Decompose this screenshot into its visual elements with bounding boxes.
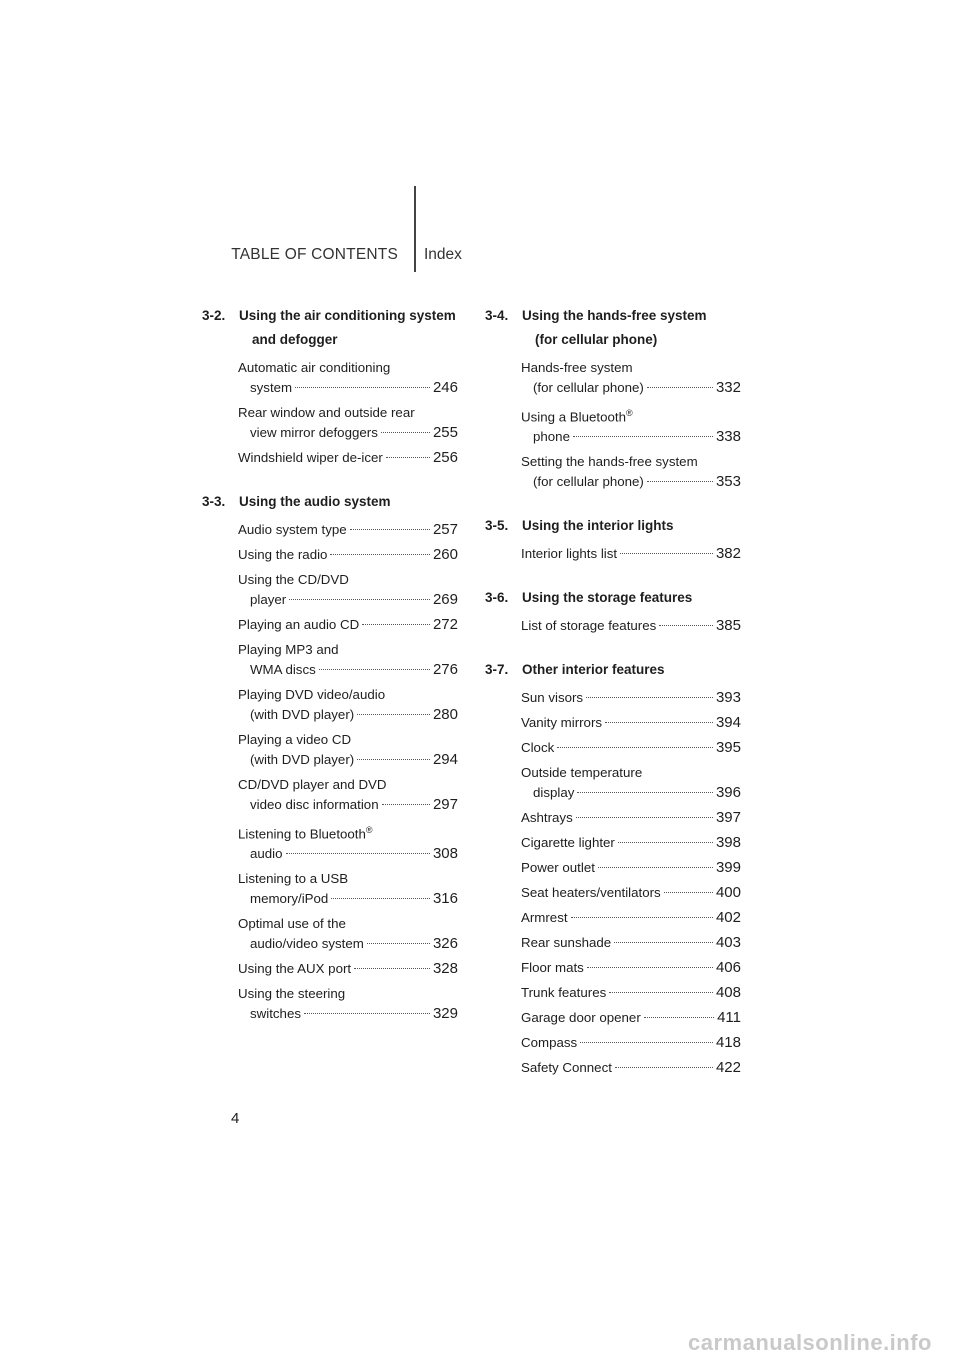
entry-line — [521, 616, 741, 636]
entry-line — [238, 615, 458, 635]
entry-title: switches — [250, 1006, 301, 1022]
page-ref: 418 — [715, 1034, 741, 1052]
toc-right-column — [485, 304, 741, 1100]
page-ref: 393 — [715, 689, 741, 707]
header-divider — [414, 186, 416, 272]
section-heading[interactable] — [485, 586, 741, 610]
entry-title-line: Rear window and outside rear — [238, 405, 415, 420]
entry-line — [521, 833, 741, 853]
dot-leader — [354, 968, 430, 969]
dot-leader — [664, 892, 713, 893]
page-ref: 332 — [715, 379, 741, 396]
dot-leader — [286, 853, 430, 854]
dot-leader — [614, 942, 713, 943]
entry-line — [238, 448, 458, 468]
page-ref: 422 — [715, 1059, 741, 1077]
entry-title: Floor mats — [521, 960, 584, 976]
entry-title: Interior lights list — [521, 546, 618, 562]
toc-entry[interactable] — [238, 775, 458, 815]
toc-section — [202, 304, 458, 468]
page-ref: 260 — [432, 546, 458, 563]
entry-title: display — [533, 785, 575, 801]
entry-title: Ashtrays — [521, 810, 573, 826]
entry-line — [521, 713, 741, 733]
entry-title: Windshield wiper de-icer — [238, 450, 383, 465]
toc-entry[interactable] — [238, 914, 458, 954]
entry-line — [521, 472, 741, 492]
dot-leader — [382, 804, 430, 805]
entry-title: Power outlet — [521, 860, 595, 876]
entry-title: Clock — [521, 740, 555, 756]
registered-mark: ® — [365, 825, 373, 835]
watermark: carmanualsonline.info — [688, 1330, 932, 1355]
entry-line — [521, 783, 741, 803]
entry-title-line: Using a Bluetooth — [521, 409, 626, 425]
dot-leader — [350, 529, 430, 530]
section-title-line: Using the storage features — [522, 590, 693, 606]
entry-title: Cigarette lighter — [521, 835, 615, 851]
dot-leader — [647, 481, 713, 482]
toc-left-column — [202, 304, 458, 1046]
entry-title: (for cellular phone) — [533, 380, 644, 395]
entry-title: Using the AUX port — [238, 961, 352, 977]
page-ref: 396 — [715, 784, 741, 802]
entry-title: Playing an audio CD — [238, 617, 360, 632]
entry-title-line: Outside temperature — [521, 765, 643, 781]
entry-title-line: Using the CD/DVD — [238, 572, 349, 587]
entry-line — [521, 883, 741, 903]
dot-leader — [357, 759, 430, 760]
page-ref: 406 — [715, 959, 741, 977]
entry-title-line: CD/DVD player and DVD — [238, 777, 387, 792]
dot-leader — [367, 943, 430, 944]
section-heading[interactable] — [485, 658, 741, 682]
entry-list — [485, 358, 741, 492]
section-number: 3-5. — [485, 518, 509, 534]
entry-line — [521, 983, 741, 1003]
toc-entry[interactable] — [238, 615, 458, 635]
toc-entry[interactable] — [238, 570, 458, 610]
entry-title: (with DVD player) — [250, 707, 355, 722]
section-title — [239, 490, 458, 514]
dot-leader — [618, 842, 713, 843]
page-ref: 328 — [432, 960, 458, 978]
section-title — [522, 514, 741, 538]
toc-entry[interactable] — [521, 616, 741, 636]
dot-leader — [557, 747, 713, 748]
entry-title: audio — [250, 846, 283, 862]
dot-leader — [587, 967, 713, 968]
section-title — [522, 304, 741, 352]
entry-title: WMA discs — [250, 662, 316, 677]
entry-title: Safety Connect — [521, 1060, 612, 1076]
page-ref: 403 — [715, 934, 741, 952]
toc-entry[interactable] — [521, 908, 741, 928]
toc-entry[interactable] — [238, 545, 458, 565]
page-ref: 256 — [432, 449, 458, 466]
page-ref: 400 — [715, 884, 741, 902]
section-title-line: (for cellular phone) — [535, 332, 658, 347]
toc-entry[interactable] — [521, 958, 741, 978]
page-ref: 255 — [432, 424, 458, 441]
entry-title: Audio system type — [238, 522, 347, 537]
page-ref: 398 — [715, 834, 741, 852]
entry-title-line: Optimal use of the — [238, 916, 346, 932]
dot-leader — [573, 436, 713, 437]
page-ref: 329 — [432, 1005, 458, 1023]
page-ref: 308 — [432, 845, 458, 863]
entry-title: memory/iPod — [250, 891, 329, 907]
toc-section — [485, 304, 741, 492]
page-ref: 402 — [715, 909, 741, 927]
entry-title: system — [250, 380, 293, 395]
section-title-line: Using the interior lights — [522, 518, 674, 534]
section-number: 3-6. — [485, 590, 509, 606]
entry-line — [521, 958, 741, 978]
entry-line — [521, 427, 741, 447]
entry-line — [521, 808, 741, 828]
entry-line — [521, 1008, 741, 1028]
toc-entry[interactable] — [521, 883, 741, 903]
index-link[interactable]: Index — [424, 246, 462, 263]
entry-title-line: Setting the hands-free system — [521, 454, 698, 470]
entry-line — [238, 378, 458, 398]
entry-line — [238, 889, 458, 909]
page-ref: 382 — [715, 545, 741, 563]
table-of-contents-link[interactable]: TABLE OF CONTENTS — [231, 246, 398, 263]
dot-leader — [598, 867, 713, 868]
dot-leader — [289, 599, 430, 600]
toc-entry[interactable] — [521, 933, 741, 953]
page-ref: 257 — [432, 521, 458, 538]
entry-title-line: Playing DVD video/audio — [238, 687, 386, 702]
section-heading[interactable] — [202, 490, 458, 514]
section-title-line: Using the air conditioning system — [239, 308, 456, 323]
page-ref: 394 — [715, 714, 741, 732]
dot-leader — [357, 714, 430, 715]
page-ref: 280 — [432, 706, 458, 723]
entry-list — [485, 544, 741, 564]
entry-title-line: Playing MP3 and — [238, 642, 339, 657]
entry-line — [238, 750, 458, 770]
dot-leader — [362, 624, 430, 625]
page-ref: 385 — [715, 617, 741, 635]
toc-entry[interactable] — [521, 403, 741, 447]
entry-title: (with DVD player) — [250, 752, 355, 767]
dot-leader — [381, 432, 430, 433]
entry-title: Trunk features — [521, 985, 607, 1001]
toc-entry[interactable] — [238, 984, 458, 1024]
entry-line — [238, 520, 458, 540]
page-ref: 395 — [715, 739, 741, 757]
entry-title: view mirror defoggers — [250, 425, 378, 440]
dot-leader — [647, 387, 713, 388]
entry-line — [238, 844, 458, 864]
page-ref: 338 — [715, 428, 741, 446]
section-heading[interactable] — [202, 304, 458, 352]
toc-entry[interactable] — [521, 688, 741, 708]
toc-entry[interactable] — [238, 820, 458, 864]
page-ref: 411 — [717, 1009, 741, 1027]
toc-entry[interactable] — [238, 730, 458, 770]
page-ref: 272 — [432, 616, 458, 633]
entry-line — [521, 1033, 741, 1053]
page-ref: 397 — [715, 809, 741, 827]
entry-line — [521, 738, 741, 758]
toc-entry[interactable] — [521, 983, 741, 1003]
entry-line — [521, 908, 741, 928]
entry-title-line: Hands-free system — [521, 360, 633, 375]
entry-title: Sun visors — [521, 690, 584, 706]
toc-entry[interactable] — [238, 448, 458, 468]
entry-line — [238, 660, 458, 680]
entry-title-line: Listening to a USB — [238, 871, 349, 887]
entry-list — [485, 616, 741, 636]
section-title — [522, 586, 741, 610]
toc-entry[interactable] — [238, 358, 458, 398]
toc-entry[interactable] — [238, 520, 458, 540]
toc-section — [485, 586, 741, 636]
entry-line — [521, 858, 741, 878]
section-title-line: and defogger — [252, 332, 338, 347]
toc-entry[interactable] — [521, 1033, 741, 1053]
toc-entry[interactable] — [521, 713, 741, 733]
entry-line — [521, 544, 741, 564]
toc-section — [485, 658, 741, 1078]
dot-leader — [331, 898, 430, 899]
entry-title: Seat heaters/ventilators — [521, 885, 661, 901]
dot-leader — [319, 669, 430, 670]
page-ref: 399 — [715, 859, 741, 877]
entry-title: video disc information — [250, 797, 379, 812]
page-ref: 297 — [432, 796, 458, 813]
page-number: 4 — [231, 1110, 240, 1127]
entry-title: phone — [533, 429, 570, 445]
page-ref: 326 — [432, 935, 458, 953]
dot-leader — [295, 387, 430, 388]
entry-title: Using the radio — [238, 547, 328, 562]
section-number: 3-7. — [485, 662, 509, 678]
entry-list — [485, 688, 741, 1078]
toc-entry[interactable] — [521, 358, 741, 398]
dot-leader — [659, 625, 713, 626]
entry-line — [238, 959, 458, 979]
entry-title: player — [250, 592, 287, 607]
dot-leader — [615, 1067, 713, 1068]
dot-leader — [609, 992, 713, 993]
dot-leader — [576, 817, 713, 818]
toc-entry[interactable] — [521, 1058, 741, 1078]
page-ref: 246 — [432, 379, 458, 396]
section-title-line: Other interior features — [522, 662, 665, 678]
entry-line — [521, 688, 741, 708]
entry-line — [521, 1058, 741, 1078]
entry-line — [521, 933, 741, 953]
entry-line — [238, 705, 458, 725]
toc-entry[interactable] — [521, 808, 741, 828]
entry-line — [521, 378, 741, 398]
toc-section — [202, 490, 458, 1024]
toc-entry[interactable] — [238, 640, 458, 680]
toc-entry[interactable] — [238, 403, 458, 443]
toc-entry[interactable] — [238, 869, 458, 909]
section-title-line: Using the hands-free system — [522, 308, 707, 323]
toc-entry[interactable] — [238, 685, 458, 725]
dot-leader — [571, 917, 713, 918]
section-number: 3-4. — [485, 308, 509, 323]
section-number: 3-3. — [202, 494, 226, 509]
entry-title: (for cellular phone) — [533, 474, 644, 490]
dot-leader — [304, 1013, 430, 1014]
entry-title: Armrest — [521, 910, 568, 926]
entry-line — [238, 545, 458, 565]
toc-entry[interactable] — [521, 738, 741, 758]
page-ref: 276 — [432, 661, 458, 678]
toc-entry[interactable] — [521, 858, 741, 878]
dot-leader — [330, 554, 430, 555]
entry-list — [202, 520, 458, 1024]
section-number: 3-2. — [202, 308, 226, 323]
entry-title-line: Listening to Bluetooth — [238, 826, 366, 842]
entry-line — [238, 423, 458, 443]
entry-title: audio/video system — [250, 936, 364, 952]
dot-leader — [580, 1042, 713, 1043]
dot-leader — [577, 792, 713, 793]
section-heading[interactable] — [485, 514, 741, 538]
section-title-line: Using the audio system — [239, 494, 391, 509]
toc-section — [485, 514, 741, 564]
entry-line — [238, 934, 458, 954]
toc-entry[interactable] — [521, 1008, 741, 1028]
dot-leader — [605, 722, 713, 723]
section-title — [239, 304, 458, 352]
entry-title-line: Playing a video CD — [238, 732, 352, 747]
page-ref: 294 — [432, 751, 458, 768]
page-ref: 408 — [715, 984, 741, 1002]
section-heading[interactable] — [485, 304, 741, 352]
toc-entry[interactable] — [521, 452, 741, 492]
toc-entry[interactable] — [238, 959, 458, 979]
page-ref: 269 — [432, 591, 458, 608]
page-ref: 353 — [715, 473, 741, 491]
entry-title: Compass — [521, 1035, 578, 1051]
toc-entry[interactable] — [521, 763, 741, 803]
entry-title-line: Automatic air conditioning — [238, 360, 391, 375]
entry-title: Garage door opener — [521, 1010, 641, 1026]
toc-entry[interactable] — [521, 833, 741, 853]
toc-entry[interactable] — [521, 544, 741, 564]
section-title — [522, 658, 741, 682]
dot-leader — [586, 697, 713, 698]
entry-list — [202, 358, 458, 468]
entry-title-line: Using the steering — [238, 986, 346, 1002]
entry-line — [238, 795, 458, 815]
entry-title: List of storage features — [521, 618, 657, 634]
registered-mark: ® — [625, 408, 633, 418]
entry-line — [238, 590, 458, 610]
dot-leader — [620, 553, 713, 554]
dot-leader — [644, 1017, 714, 1018]
entry-title: Rear sunshade — [521, 935, 612, 951]
page-ref: 316 — [432, 890, 458, 908]
entry-title: Vanity mirrors — [521, 715, 603, 731]
entry-line — [238, 1004, 458, 1024]
dot-leader — [386, 457, 430, 458]
